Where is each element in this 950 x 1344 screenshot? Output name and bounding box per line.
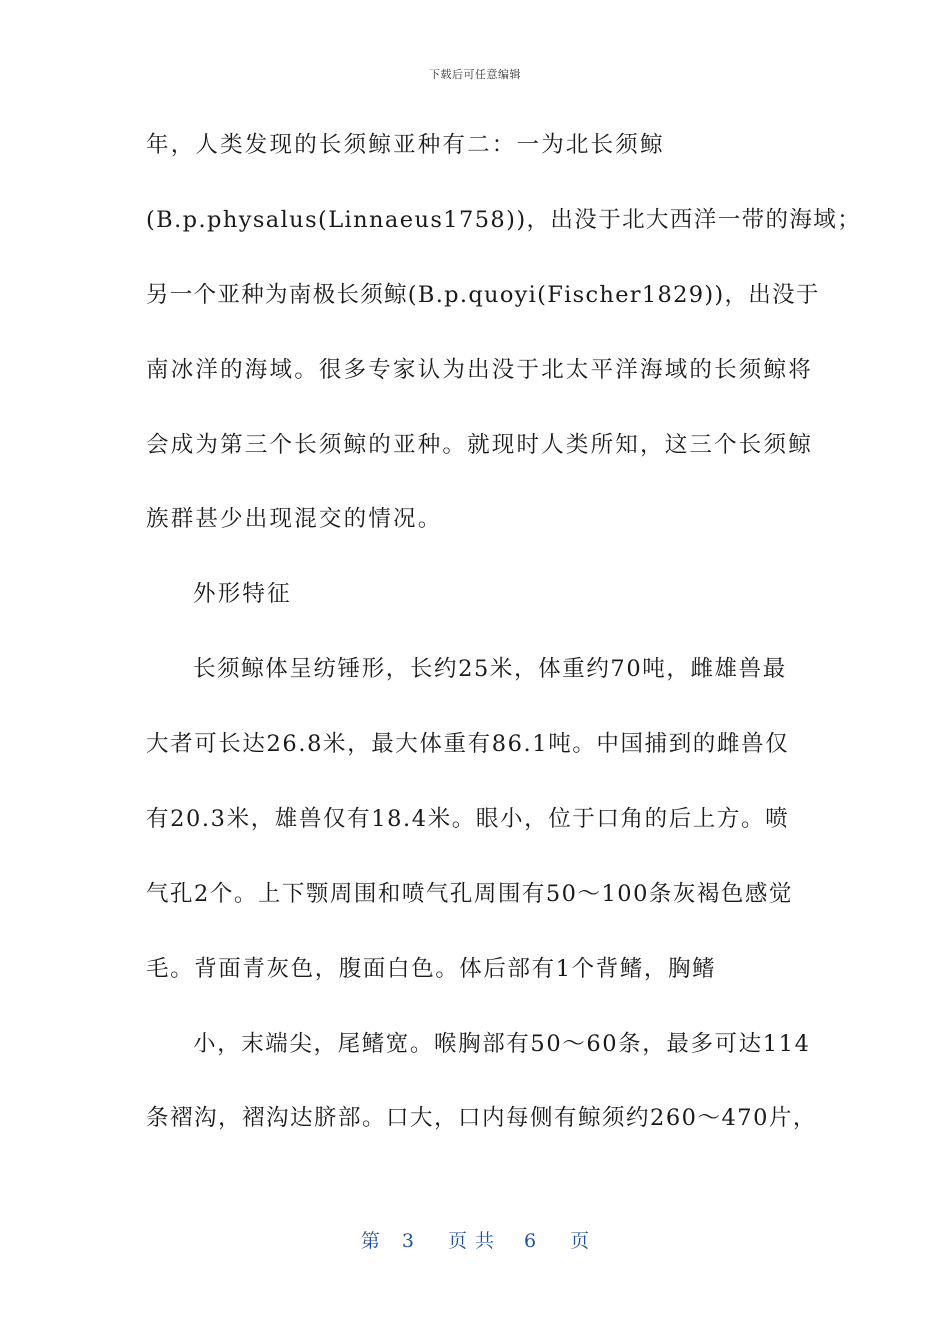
- section-heading: 外形特征: [193, 581, 292, 607]
- text-line: 族群甚少出现混交的情况。: [146, 506, 443, 532]
- total-pages-number: 6: [524, 1230, 537, 1252]
- footer-middle: 页共: [447, 1230, 502, 1252]
- text-line: 毛。背面青灰色，腹面白色。体后部有1个背鳍，胸鳍: [146, 956, 717, 982]
- text-line: 大者可长达26.8米，最大体重有86.1吨。中国捕到的雌兽仅: [146, 731, 790, 757]
- text-line: (B.p.physalus(Linnaeus1758))，出没于北大西洋一带的海域；: [146, 207, 862, 233]
- text-line: 另一个亚种为南极长须鲸(B.p.quoyi(Fischer1829))，出没于: [146, 282, 820, 308]
- text-line: 年，人类发现的长须鲸亚种有二：一为北长须鲸: [146, 132, 665, 158]
- current-page-number: 3: [401, 1230, 414, 1252]
- page-footer: [0, 1226, 950, 1253]
- text-line: 会成为第三个长须鲸的亚种。就现时人类所知，这三个长须鲸: [146, 432, 813, 458]
- text-line: 条褶沟，褶沟达脐部。口大，口内每侧有鲸须约260～470片，: [146, 1105, 817, 1131]
- text-line: 长须鲸体呈纺锤形，长约25米，体重约70吨，雌雄兽最: [193, 656, 787, 682]
- footer-prefix: 第: [360, 1230, 380, 1252]
- text-line: 小，末端尖，尾鳍宽。喉胸部有50～60条，最多可达114: [193, 1031, 811, 1057]
- footer-suffix: 页: [570, 1230, 590, 1252]
- text-line: 有20.3米，雄兽仅有18.4米。眼小，位于口角的后上方。喷: [146, 806, 790, 832]
- text-line: 气孔2个。上下颚周围和喷气孔周围有50～100条灰褐色感觉: [146, 881, 793, 907]
- text-line: 南冰洋的海域。很多专家认为出没于北太平洋海域的长须鲸将: [146, 357, 813, 383]
- header-note: 下载后可任意编辑: [429, 68, 521, 81]
